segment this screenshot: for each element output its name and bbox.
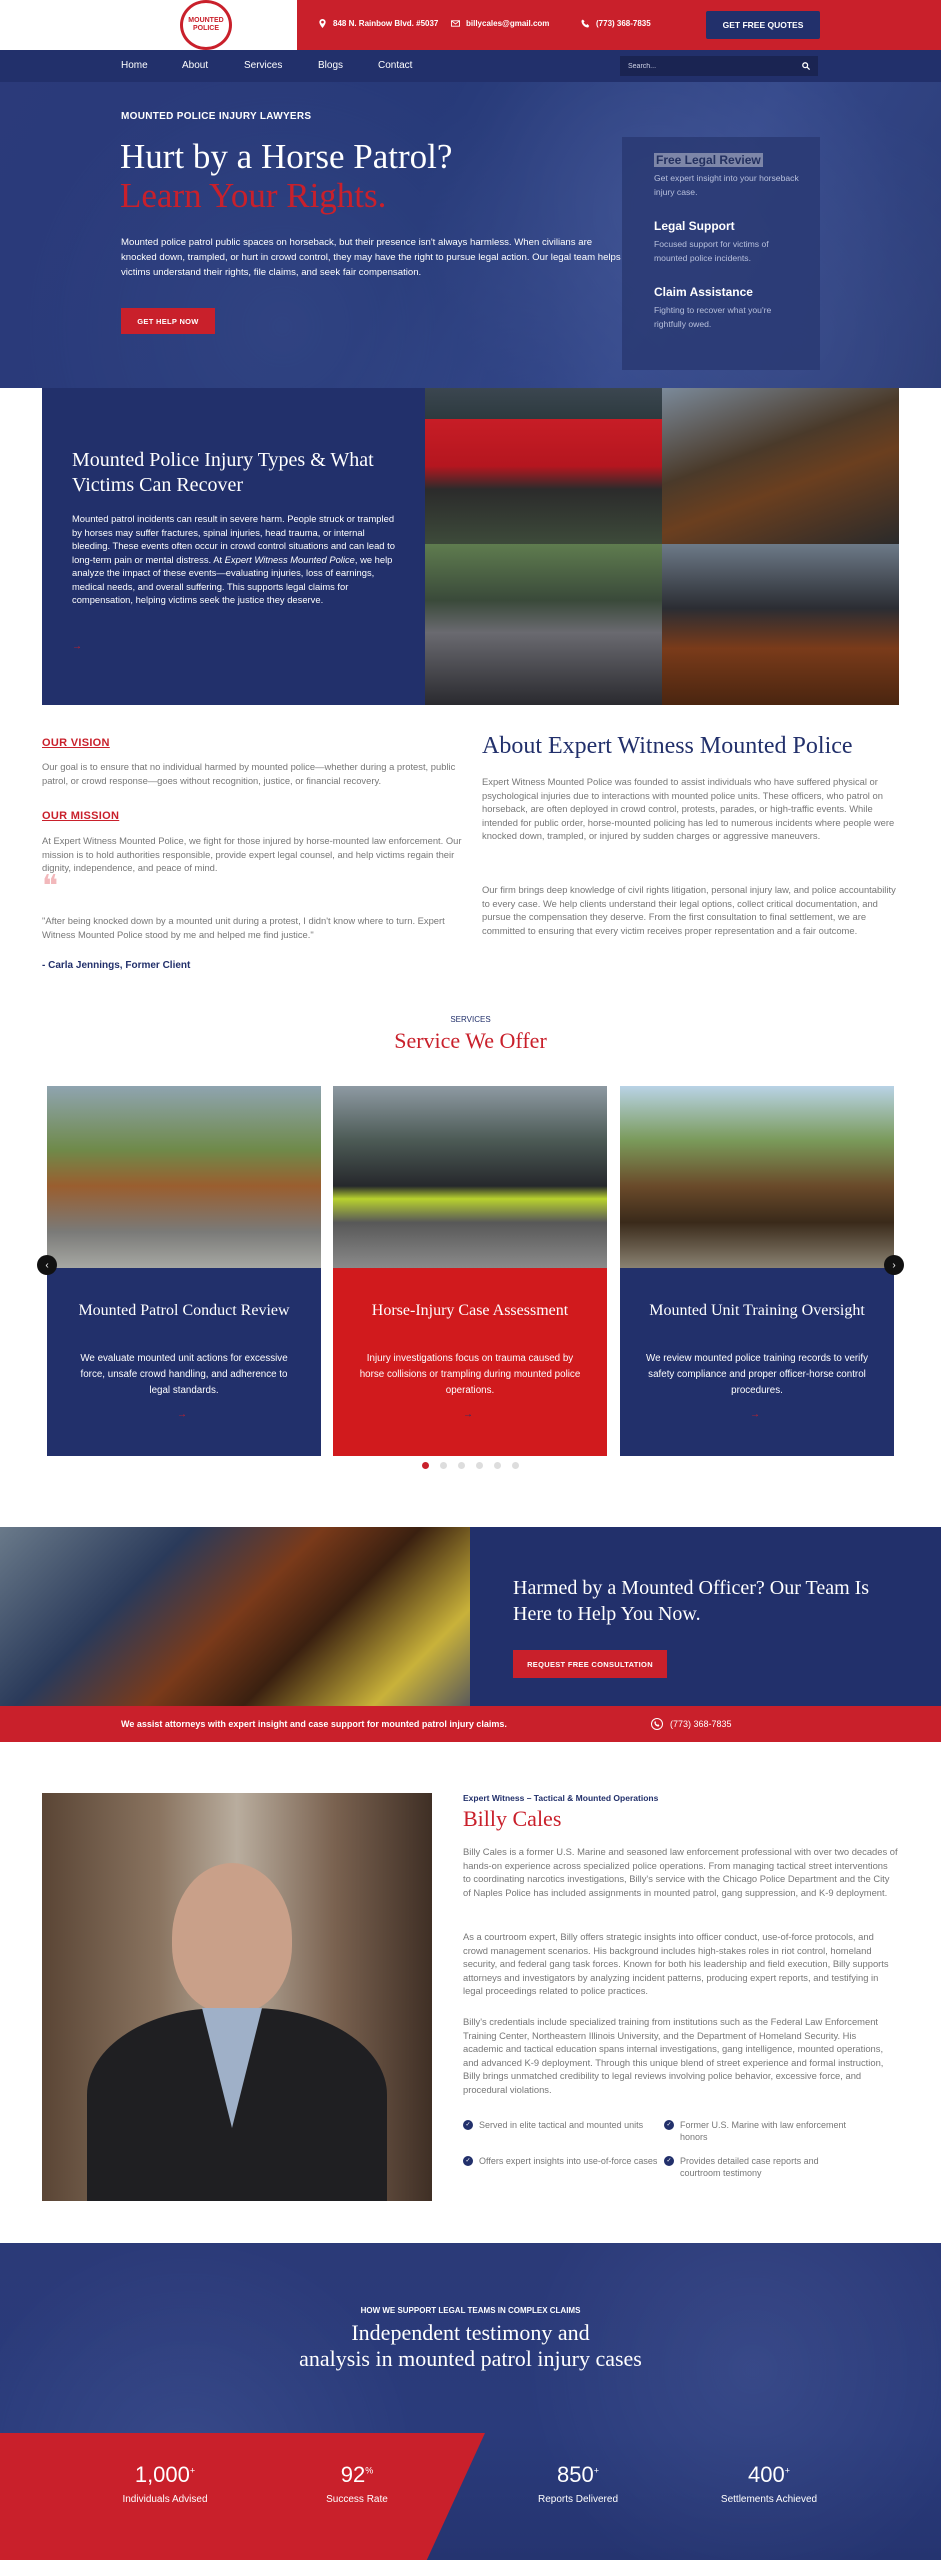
carousel-dot[interactable] xyxy=(476,1462,483,1469)
service-image-officers xyxy=(620,1086,894,1268)
claim-assistance-text: Fighting to recover what you're rightfully owed. xyxy=(654,305,772,329)
service-card-training-oversight[interactable] xyxy=(620,1086,894,1456)
billy-cales-portrait xyxy=(42,1793,432,2201)
phone-item[interactable] xyxy=(581,19,651,28)
nav-services[interactable]: Services xyxy=(244,60,283,71)
injury-text-part: Mounted patrol incidents can result in severe harm. People struck or trampled by horses may suffer fractures, spinal injuries, head trauma, or internal bleeding. These events often occur in crowd control situations and can lead to long-term pain or mental distress. At xyxy=(72,513,395,565)
cta-photo-police-horses xyxy=(0,1527,470,1706)
stat-value: 1,000 xyxy=(134,2462,190,2487)
get-help-now-button[interactable]: GET HELP NOW xyxy=(121,308,215,334)
service-text: We evaluate mounted unit actions for excessive force, unsafe crowd handling, and adherence to legal standards. xyxy=(80,1353,288,1396)
stat-value: 850 xyxy=(557,2462,594,2487)
support-strip xyxy=(0,1706,941,1742)
email-text: billycales@gmail.com xyxy=(466,19,550,28)
stat-suffix: + xyxy=(593,2465,599,2476)
injury-text-italic: Expert Witness Mounted Police xyxy=(224,553,355,565)
strip-phone-number: (773) 368-7835 xyxy=(670,1719,732,1729)
check-icon: ✓ xyxy=(664,2120,674,2130)
free-legal-review-text: Get expert insight into your horseback injury case. xyxy=(654,173,799,197)
main-nav xyxy=(0,50,941,82)
service-image-patrol xyxy=(47,1086,321,1268)
about-paragraph-1: Expert Witness Mounted Police was founded to assist individuals who have suffered physical or psychological injuries due to interactions with mounted police units. These officers, who patrol on horseback, are often deployed in crowd control, protests, parades, or high-traffic events. While intended for public order, horse-mounted policing has led to numerous incidents where people were knocked down, trampled, or injured by sudden charges or aggressive maneuvers. xyxy=(482,776,895,841)
hero-description: Mounted police patrol public spaces on horseback, but their presence isn't always harmless. When civilians are knocked down, trampled, or hurt in crowd control, they may have the right to pursue legal action. Our legal team helps victims understand their rights, file claims, and seek fair compensation. xyxy=(121,237,621,278)
carousel-dot[interactable] xyxy=(422,1462,429,1469)
strip-text: We assist attorneys with expert insight and case support for mounted patrol injury claims. xyxy=(121,1719,507,1729)
about-title: About Expert Witness Mounted Police xyxy=(482,733,853,759)
quote-icon: ❝ xyxy=(42,870,59,903)
hero-side-card xyxy=(622,137,820,370)
address-item xyxy=(318,19,438,28)
free-legal-review-title[interactable]: Free Legal Review xyxy=(656,153,761,167)
stat-suffix: % xyxy=(365,2465,374,2476)
nav-blogs[interactable]: Blogs xyxy=(318,60,344,71)
cta-title: Harmed by a Mounted Officer? Our Team Is Here to Help You Now. xyxy=(513,1577,870,1625)
service-text: We review mounted police training records to verify safety compliance and proper officer-horse control procedures. xyxy=(646,1353,868,1396)
service-title: Mounted Patrol Conduct Review xyxy=(78,1302,290,1319)
vision-text: Our goal is to ensure that no individual harmed by mounted police—whether during a protest, public patrol, or crowd response—goes without recognition, justice, or financial recovery. xyxy=(42,761,456,786)
stats-title-line1: Independent testimony and xyxy=(351,2320,590,2345)
search-box xyxy=(620,56,818,76)
services-kicker: SERVICES xyxy=(450,1015,491,1024)
logo-area xyxy=(0,0,297,50)
stat-settlements-label: Settlements Achieved xyxy=(720,2494,818,2505)
carousel-dot[interactable] xyxy=(512,1462,519,1469)
injury-text-end: , we help analyze the impact of these events—evaluating injuries, loss of earnings, medical needs, and overall suffering. This supports legal claims for compensation, helping victims seek the justice they deserve. xyxy=(72,553,393,605)
check-icon: ✓ xyxy=(463,2120,473,2130)
stat-individuals-value xyxy=(90,2462,240,2488)
hero-section xyxy=(0,82,941,388)
hero-kicker: MOUNTED POLICE INJURY LAWYERS xyxy=(121,111,312,122)
injury-types-text xyxy=(72,512,402,607)
stat-value: 400 xyxy=(748,2462,785,2487)
nav-about[interactable]: About xyxy=(182,60,209,71)
strip-phone[interactable] xyxy=(651,1718,732,1730)
claim-assistance-title[interactable]: Claim Assistance xyxy=(654,285,753,299)
stat-value: 92 xyxy=(340,2462,366,2487)
check-text: Offers expert insights into use-of-force cases xyxy=(479,2156,658,2166)
service-card-injury-assessment[interactable] xyxy=(333,1086,607,1456)
about-paragraph-2: Our firm brings deep knowledge of civil rights litigation, personal injury law, and police accountability to every case. We help clients understand their legal options, collect critical documentation, and pursue the compensation they deserve. From the first consultation to final settlement, we are committed to ensuring that every victim receives proper representation and a fair outcome. xyxy=(482,884,896,936)
bio-check-item xyxy=(664,2119,859,2143)
email-item[interactable] xyxy=(451,19,549,28)
check-icon: ✓ xyxy=(664,2156,674,2166)
service-text: Injury investigations focus on trauma caused by horse collisions or trampling during mounted police operations. xyxy=(359,1353,581,1396)
mission-text: At Expert Witness Mounted Police, we fight for those injured by horse-mounted law enforcement. Our mission is to hold authorities responsible, provide expert legal counsel, and help victims regain their dignity, independence, and peace of mind. xyxy=(42,835,462,873)
photo-horse-closeup xyxy=(662,388,899,544)
carousel-dot[interactable] xyxy=(440,1462,447,1469)
stat-settlements-value xyxy=(694,2462,844,2488)
carousel-dot[interactable] xyxy=(458,1462,465,1469)
bio-check-item xyxy=(463,2119,658,2131)
testimonial-text: "After being knocked down by a mounted unit during a protest, I didn't know where to turn. Expert Witness Mounted Police stood by me and helped me find justice." xyxy=(42,915,445,940)
address-text: 848 N. Rainbow Blvd. #5037 xyxy=(333,19,439,28)
portrait-face xyxy=(172,1863,292,2013)
service-title: Horse-Injury Case Assessment xyxy=(371,1302,569,1319)
stats-title-line2: analysis in mounted patrol injury cases xyxy=(299,2346,642,2371)
mission-heading: OUR MISSION xyxy=(42,810,120,822)
legal-support-text: Focused support for victims of mounted police incidents. xyxy=(654,239,769,263)
phone-icon xyxy=(581,19,590,28)
logo-text: MOUNTED POLICE xyxy=(188,17,224,32)
check-text: Provides detailed case reports and courtroom testimony xyxy=(680,2156,819,2178)
injury-types-title: Mounted Police Injury Types & What Victims Can Recover xyxy=(72,449,374,496)
stats-kicker: HOW WE SUPPORT LEGAL TEAMS IN COMPLEX CLAIMS xyxy=(360,2306,581,2315)
bio-paragraph-1: Billy Cales is a former U.S. Marine and seasoned law enforcement professional with over two decades of hands-on experience across specialized police operations. From managing tactical street interventions to coordinating narcotics investigations, Billy's service with the Chicago Police Department and the City of Naples Police has included assignments in mounted patrol, gang suppression, and K-9 deployment. xyxy=(463,1846,898,1898)
hero-subtitle: Learn Your Rights. xyxy=(120,176,387,215)
vision-heading: OUR VISION xyxy=(42,737,110,749)
bio-name: Billy Cales xyxy=(463,1806,562,1831)
services-title: Service We Offer xyxy=(394,1028,547,1053)
check-icon: ✓ xyxy=(463,2156,473,2166)
stat-success-label: Success Rate xyxy=(326,2494,388,2505)
service-arrow-icon[interactable]: → xyxy=(177,1409,187,1420)
check-text: Served in elite tactical and mounted units xyxy=(479,2120,644,2130)
phone-text: (773) 368-7835 xyxy=(596,19,651,28)
site-logo[interactable] xyxy=(180,0,232,50)
bio-check-item xyxy=(664,2155,859,2179)
check-text: Former U.S. Marine with law enforcement honors xyxy=(680,2120,847,2142)
carousel-dot[interactable] xyxy=(494,1462,501,1469)
testimonial-author: - Carla Jennings, Former Client xyxy=(42,960,191,971)
get-free-quotes-button[interactable]: GET FREE QUOTES xyxy=(706,11,820,39)
photo-officer-horse xyxy=(662,544,899,705)
stat-suffix: + xyxy=(189,2465,196,2476)
service-image-street xyxy=(333,1086,607,1268)
search-input[interactable] xyxy=(628,63,788,70)
top-bar xyxy=(0,0,941,50)
nav-home[interactable]: Home xyxy=(121,60,148,71)
hero-title: Hurt by a Horse Patrol? xyxy=(120,137,453,176)
photo-red-bus-patrol xyxy=(425,388,662,544)
legal-support-title[interactable]: Legal Support xyxy=(654,219,735,233)
stat-reports-value xyxy=(503,2462,653,2488)
stat-suffix: + xyxy=(784,2465,790,2476)
carousel-prev-button[interactable]: ‹ xyxy=(37,1255,57,1275)
stat-individuals-label: Individuals Advised xyxy=(122,2494,208,2505)
phone-icon xyxy=(651,1718,663,1730)
stat-success-value xyxy=(282,2462,432,2488)
service-title: Mounted Unit Training Oversight xyxy=(649,1302,865,1319)
bio-paragraph-3: Billy's credentials include specialized training from institutions such as the Federal Law Enforcement Training Center, Northeastern Illinois University, and the Department of Homeland Security. His academic and tactical education spans internal investigations, gang intelligence, mounted operations, and advanced K-9 deployment. Through this unique blend of street experience and formal instruction, Billy brings unmatched credibility to legal reviews involving police behavior, excessive force, and procedural violations. xyxy=(463,2016,884,2095)
search-icon[interactable] xyxy=(802,62,810,70)
stat-reports-label: Reports Delivered xyxy=(537,2494,619,2505)
injury-types-section xyxy=(42,388,899,705)
service-arrow-icon[interactable]: → xyxy=(463,1409,473,1420)
nav-contact[interactable]: Contact xyxy=(378,60,413,71)
cta-section xyxy=(0,1527,941,1706)
request-consultation-button[interactable]: REQUEST FREE CONSULTATION xyxy=(513,1650,667,1678)
location-pin-icon xyxy=(318,19,327,28)
photo-crowd-patrol xyxy=(425,544,662,705)
mail-icon xyxy=(451,19,460,28)
bio-paragraph-2: As a courtroom expert, Billy offers strategic insights into officer conduct, use-of-force protocols, and crowd management scenarios. His background includes high-stakes roles in riot control, homeland security, and federal gang task forces. Known for both his leadership and field execution, Billy supports attorneys and investigators by analyzing incident patterns, producing expert reports, and testifying in legal proceedings related to police practices. xyxy=(463,1931,889,1996)
bio-check-item xyxy=(463,2155,658,2167)
carousel-next-button[interactable]: › xyxy=(884,1255,904,1275)
service-arrow-icon[interactable]: → xyxy=(750,1409,760,1420)
bio-kicker: Expert Witness – Tactical & Mounted Operations xyxy=(463,1793,659,1803)
service-card-conduct-review[interactable] xyxy=(47,1086,321,1456)
injury-arrow-icon[interactable]: → xyxy=(72,641,82,652)
